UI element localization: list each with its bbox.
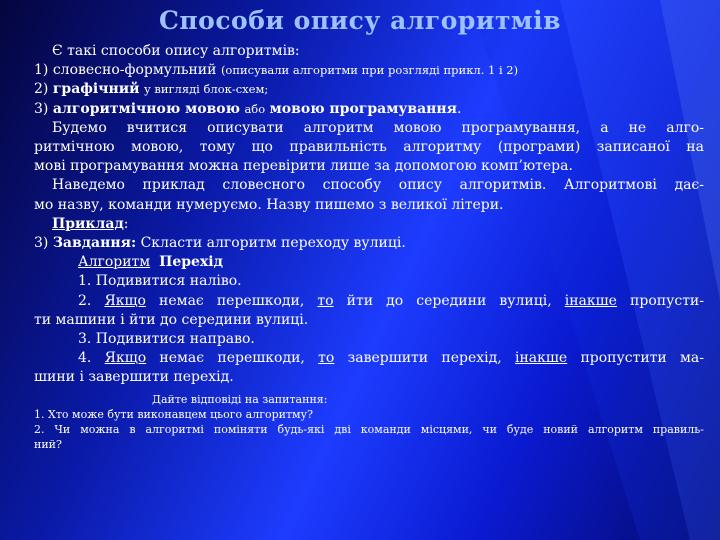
question-2: 2. Чи можна в алгоритмі поміняти будь-які дві команди місцями, чи буде новий алгоритм правиль- bbox=[34, 422, 704, 436]
method-name: алгоритмічною мовою bbox=[52, 100, 240, 117]
task-text: Скласти алгоритм переходу вулиці. bbox=[140, 235, 406, 252]
slide-title: Способи опису алгоритмів bbox=[158, 6, 562, 35]
algorithm-header: Алгоритм Перехід bbox=[78, 254, 223, 271]
questions-heading: Дайте відповіді на запитання: bbox=[152, 392, 328, 406]
step-4: 4. Якщо немає перешкоди, то завершити перехід, інакше пропустити ма- bbox=[78, 350, 704, 367]
step-1: 1. Подивитися наліво. bbox=[78, 273, 242, 290]
intro-line: Є такі способи опису алгоритмів: bbox=[52, 43, 300, 59]
paragraph-2-line: мо назву, команди нумеруємо. Назву пишемо з великої літери. bbox=[34, 196, 504, 213]
method-note: у вигляді блок-схем; bbox=[143, 82, 269, 97]
method-name: словесно-формульний bbox=[52, 62, 217, 79]
method-name: графічний bbox=[52, 81, 140, 98]
question-1: 1. Хто може бути виконавцем цього алгоритму? bbox=[34, 407, 313, 421]
method-1: 1) словесно-формульний (описували алгоритми при розгляді прикл. 1 і 2) bbox=[34, 62, 519, 79]
task-label: Завдання: bbox=[52, 235, 137, 252]
paragraph-1-line: Будемо вчитися описувати алгоритм мовою програмування, а не алго- bbox=[52, 119, 704, 136]
paragraph-1-line: мові програмування можна перевірити лише за допомогою комп’ютера. bbox=[34, 158, 573, 175]
task-line: 3) Завдання: Скласти алгоритм переходу вулиці. bbox=[34, 235, 406, 252]
paragraph-2-line: Наведемо приклад словесного способу опису алгоритмів. Алгоритмові дає- bbox=[52, 177, 704, 194]
step-3: 3. Подивитися направо. bbox=[78, 331, 255, 348]
slide-body bbox=[34, 42, 704, 452]
method-2: 2) графічний у вигляді блок-схем; bbox=[34, 81, 269, 98]
example-label: Приклад: bbox=[52, 215, 129, 232]
step-2: 2. Якщо немає перешкоди, то йти до середини вулиці, інакше пропусти- bbox=[78, 292, 704, 309]
paragraph-1-line: ритмічною мовою, тому що правильність алгоритму (програми) записаної на bbox=[34, 139, 704, 156]
question-2-cont: ний? bbox=[34, 437, 62, 451]
step-4-cont: шини і завершити перехід. bbox=[34, 369, 234, 386]
method-name-2: мовою програмування bbox=[269, 100, 457, 117]
step-2-cont: ти машини і йти до середини вулиці. bbox=[34, 311, 309, 328]
method-note: (описували алгоритми при розгляді прикл. 1 і 2) bbox=[220, 63, 519, 78]
method-3: 3) алгоритмічною мовою або мовою програмування. bbox=[34, 100, 462, 117]
